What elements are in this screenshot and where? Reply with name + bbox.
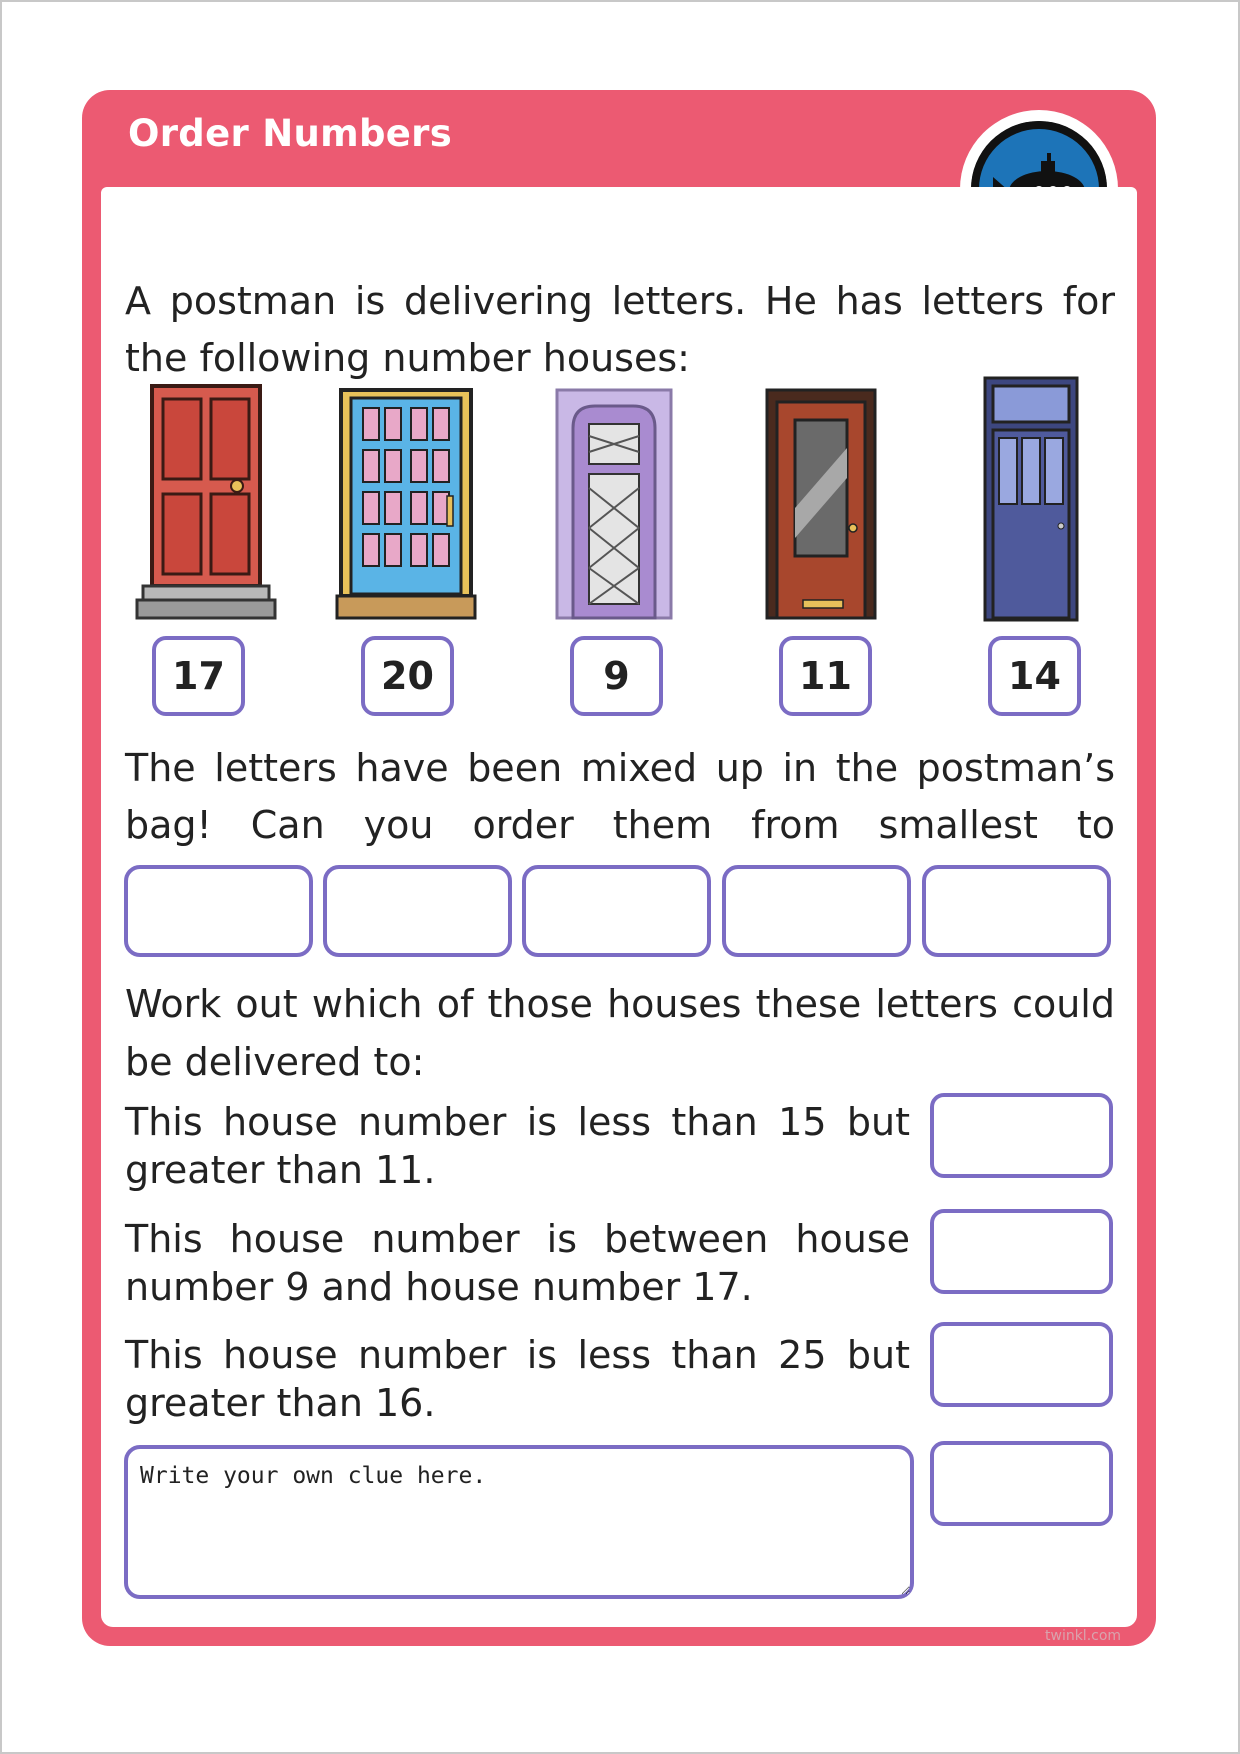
- house-number-box: 14: [988, 636, 1081, 716]
- order-answer-box-4[interactable]: [722, 865, 911, 957]
- own-clue-input[interactable]: [124, 1445, 914, 1599]
- navy-door-icon: [983, 376, 1079, 622]
- clue-1-text: This house number is less than 15 but greater than 11.: [125, 1100, 910, 1192]
- house-number-box: 11: [779, 636, 872, 716]
- brown-door-icon: [765, 388, 877, 622]
- clue-3-answer-box[interactable]: [930, 1322, 1113, 1407]
- order-answer-box-5[interactable]: [922, 865, 1111, 957]
- house-number-box: 20: [361, 636, 454, 716]
- order-answer-box-3[interactable]: [522, 865, 711, 957]
- intro-text: A postman is delivering letters. He has letters for the following number houses:: [125, 279, 1115, 380]
- house-number-box: 9: [570, 636, 663, 716]
- doors-row: [125, 382, 1115, 622]
- order-answer-box-2[interactable]: [323, 865, 512, 957]
- order-answer-box-1[interactable]: [124, 865, 313, 957]
- lilac-door-icon: [555, 388, 673, 622]
- clue-2-text: This house number is between house number 9 and house number 17.: [125, 1217, 910, 1309]
- house-number-box: 17: [152, 636, 245, 716]
- page-title: Order Numbers: [128, 112, 453, 155]
- work-out-instructions: Work out which of those houses these letters could be delivered to:: [125, 982, 1115, 1084]
- footer-brand: twinkl.com: [1045, 1628, 1122, 1644]
- clue-1-answer-box[interactable]: [930, 1093, 1113, 1178]
- clue-3-text: This house number is less than 25 but greater than 16.: [125, 1333, 910, 1425]
- red-door-icon: [135, 384, 277, 622]
- order-instructions: The letters have been mixed up in the postman’s bag! Can you order them from smallest to: [125, 746, 1115, 847]
- blue-glass-door-icon: [335, 388, 477, 622]
- clue-2-answer-box[interactable]: [930, 1209, 1113, 1294]
- own-clue-answer-box[interactable]: [930, 1441, 1113, 1526]
